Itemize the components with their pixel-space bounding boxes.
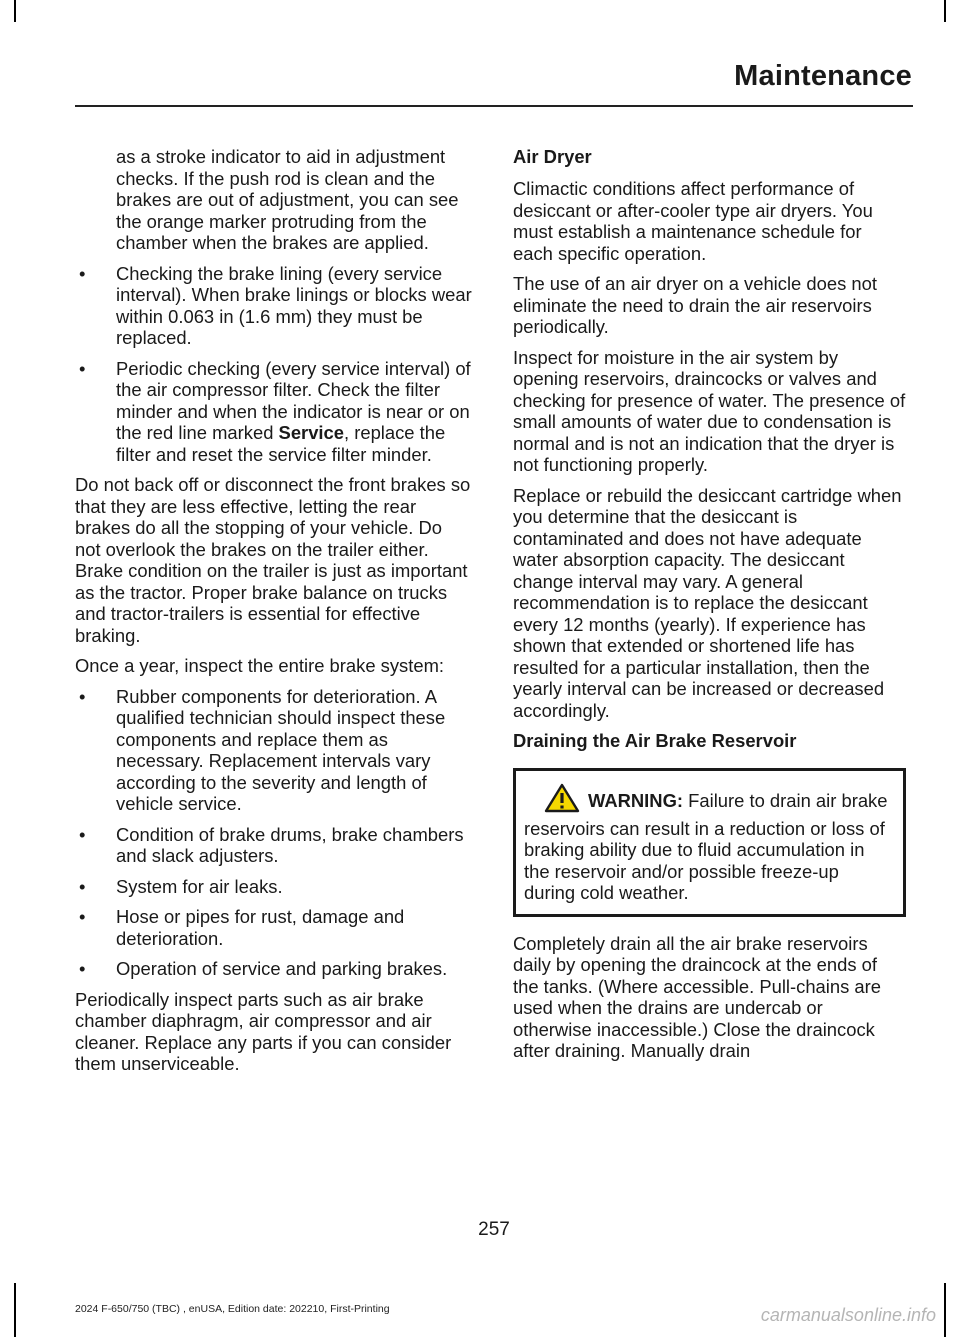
header-rule [75, 105, 913, 107]
list-item: • Hose or pipes for rust, damage and deterioration. [79, 906, 405, 949]
crop-mark-bottom-right [944, 1283, 946, 1337]
service-label: Service [278, 422, 344, 443]
air-dryer-heading: Air Dryer [513, 146, 592, 167]
page-section-title: Maintenance [734, 60, 912, 92]
brake-check-list [75, 263, 472, 466]
crop-mark-top-right [944, 0, 946, 22]
paragraph: The use of an air dryer on a vehicle does not eliminate the need to drain the air reservoirs periodically. [513, 273, 877, 337]
annual-inspection-list [75, 686, 472, 980]
paragraph: Inspect for moisture in the air system by opening reservoirs, draincocks or valves and checking for presence of water. The presence of small amounts of water due to condensation is normal and is not an indication that the dryer is not functioning properly. [513, 346, 906, 475]
list-item: • Condition of brake drums, brake chambers and slack adjusters. [79, 823, 464, 866]
list-item: • Checking the brake lining (every service interval). When brake linings or blocks wear within 0.063 in (1.6 mm) they must be replaced. [79, 262, 472, 348]
warning-text: Failure to drain air brake reservoirs can result in a reduction or loss of braking ability due to fluid accumulation in the reservoir and/or possible freeze-up during cold weather. [524, 790, 888, 903]
list-item: • Periodic checking (every service interval) of the air compressor filter. Check the filter minder and when the indicator is near or on the red line marked Service, replace the filter and reset the service filter minder. [79, 357, 471, 465]
list-item: • System for air leaks. [79, 875, 283, 897]
list-item: • Rubber components for deterioration. A qualified technician should inspect these components and replace them as necessary. Replacement intervals vary according to the severity and length of vehicle service. [79, 685, 446, 814]
continuation-text: as a stroke indicator to aid in adjustment checks. If the push rod is clean and the brakes are out of adjustment, you can see the orange marker protruding from the chamber when the brakes are applied. [116, 146, 459, 253]
watermark: carmanualsonline.info [760, 1305, 936, 1325]
crop-mark-top-left [14, 0, 16, 22]
paragraph: Do not back off or disconnect the front brakes so that they are less effective, letting the rear brakes do all the stopping of your vehicle. Do not overlook the brakes on the trailer either. Brake condition on the trailer is just as important as the tractor. Proper brake balance on trucks and tractor-trailers is essential for effective braking. [75, 474, 471, 646]
edition-info: 2024 F-650/750 (TBC) , enUSA, Edition date: 202210, First-Printing [75, 1303, 390, 1315]
paragraph: Replace or rebuild the desiccant cartridge when you determine that the desiccant is contaminated and does not have adequate water absorption capacity. The desiccant change interval may vary. A general recommendation is to replace the desiccant every 12 months (yearly). If experience has shown that extended or shortened life has resulted for a particular installation, then the yearly interval can be increased or decreased accordingly. [513, 484, 902, 721]
warning-text-block [524, 783, 895, 904]
draining-heading: Draining the Air Brake Reservoir [513, 730, 797, 751]
page-number: 257 [478, 1219, 510, 1240]
warning-box [513, 768, 906, 917]
right-column [513, 146, 906, 1071]
paragraph: Completely drain all the air brake reservoirs daily by opening the draincock at the ends of the tanks. (Where accessible. Pull-chains are used when the drains are undercab or otherwise inaccessible.) Close the draincock after draining. Manually drain [513, 932, 881, 1061]
left-column [75, 146, 472, 1084]
paragraph: Periodically inspect parts such as air brake chamber diaphragm, air compressor and air cleaner. Replace any parts if you can consider them unserviceable. [75, 988, 452, 1074]
warning-triangle-icon [544, 783, 580, 818]
warning-label: WARNING: [588, 790, 684, 811]
crop-mark-bottom-left [14, 1283, 16, 1337]
list-item: • Operation of service and parking brakes. [79, 958, 448, 979]
paragraph: Once a year, inspect the entire brake system: [75, 655, 445, 676]
paragraph: Climactic conditions affect performance of desiccant or after-cooler type air dryers. You must establish a maintenance schedule for each specific operation. [513, 178, 873, 264]
